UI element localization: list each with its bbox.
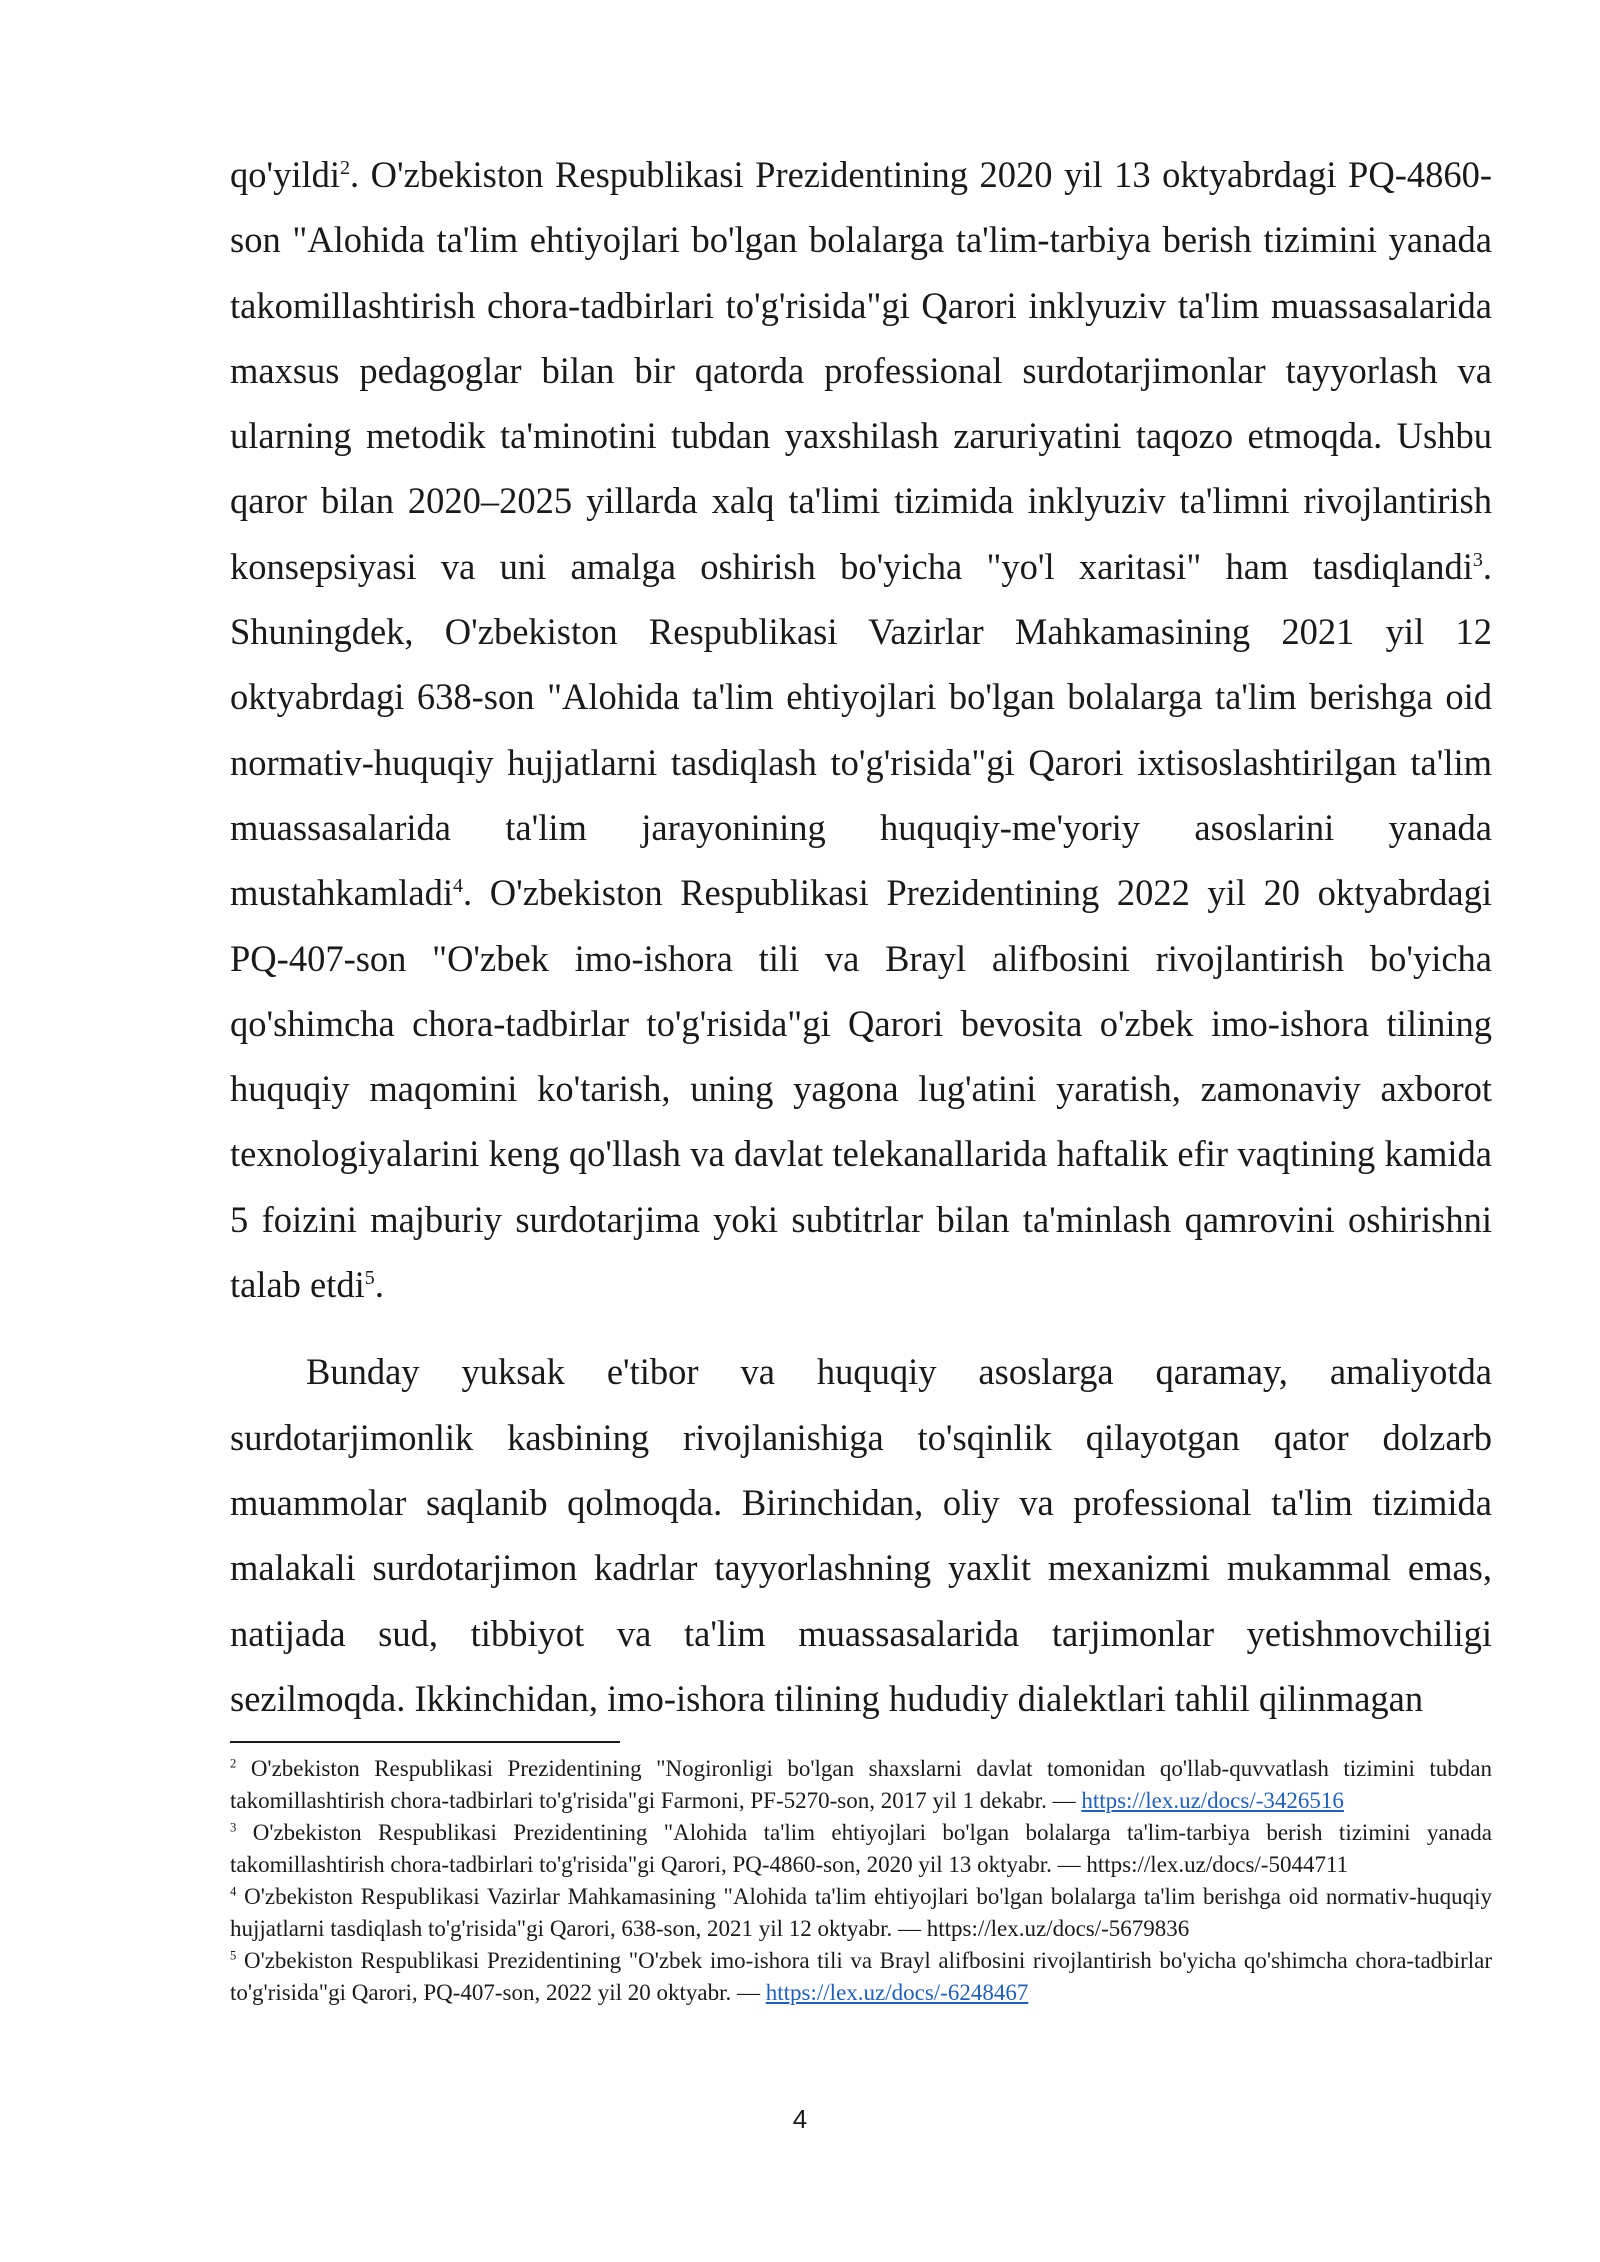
paragraph-2: Bunday yuksak e'tibor va huquqiy asoslarga qaramay, amaliyotda surdotarjimonlik kasbining rivojlanishiga to'sqinlik qilayotgan qator dolzarb muammolar saqlanib qolmoqda. Birinchidan, oliy va professional ta'lim tizimida malakali surdotarjimon kadrlar tayyorlashning yaxlit mexanizmi mukammal emas, natijada sud, tibbiyot va ta'lim muassasalarida tarjimonlar yetishmovchiligi sezilmoqda. Ikkinchidan, imo-ishora tilining hududiy dialektlari tahlil qilinmagan [230, 1351, 1492, 1719]
footnote-4 [230, 1881, 1492, 1945]
footnote-mark: 4 [230, 1884, 237, 1899]
paragraph-1 [230, 142, 1492, 1317]
footnote-text: O'zbekiston Respublikasi Vazirlar Mahkamasining "Alohida ta'lim ehtiyojlari bo'lgan bolalarga ta'lim berishga oid normativ-huquqiy hujjatlarni tasdiqlash to'g'risida"gi Qarori, 638-son, 2021 yil 12 oktyabr. — https://lex.uz/docs/-5679836 [230, 1884, 1492, 1941]
footnote-reference-3[interactable]: 3 [1472, 548, 1483, 571]
footnote-text: O'zbekiston Respublikasi Prezidentining "O'zbek imo-ishora tili va Brayl alifbosini rivojlantirish bo'yicha qo'shimcha chora-tadbirlar to'g'risida"gi Qarori, PQ-407-son, 2022 yil 20 oktyabr. — [230, 1948, 1492, 2005]
text-run: . [374, 1264, 384, 1306]
footnotes [230, 1753, 1492, 2009]
footnote-5 [230, 1945, 1492, 2009]
footnote-3 [230, 1817, 1492, 1881]
text-run: . Shuningdek, O'zbekiston Respublikasi Vazirlar Mahkamasining 2021 yil 12 oktyabrdagi 638-son "Alohida ta'lim ehtiyojlari bo'lgan bolalarga ta'lim berishga oid normativ-huquqiy hujjatlarni tasdiqlash to'g'risida"gi Qarori ixtisoslashtirilgan ta'lim muassasalarida ta'lim jarayonining huquqiy-me'yoriy asoslarini yanada mustahkamladi [230, 545, 1492, 914]
footnote-mark: 3 [230, 1820, 237, 1835]
main-text [230, 142, 1492, 1731]
footnote-mark: 5 [230, 1948, 237, 1963]
page-number: 4 [792, 2104, 808, 2134]
text-run: . O'zbekiston Respublikasi Prezidentining 2022 yil 20 oktyabrdagi PQ-407-son "O'zbek imo-ishora tili va Brayl alifbosini rivojlantirish bo'yicha qo'shimcha chora-tadbirlar to'g'risida"gi Qarori bevosita o'zbek imo-ishora tilining huquqiy maqomini ko'tarish, uning yagona lug'atini yaratish, zamonaviy axborot texnologiyalarini keng qo'llash va davlat telekanallarida haftalik efir vaqtining kamida 5 foizini majburiy surdotarjima yoki subtitrlar bilan ta'minlash qamrovini oshirishni talab etdi [230, 872, 1492, 1306]
footnote-reference-2[interactable]: 2 [340, 156, 351, 179]
footnote-reference-4[interactable]: 4 [453, 875, 464, 898]
footnote-text: O'zbekiston Respublikasi Prezidentining "Alohida ta'lim ehtiyojlari bo'lgan bolalarga ta'lim-tarbiya berish tizimini yanada takomillashtirish chora-tadbirlari to'g'risida"gi Qarori, PQ-4860-son, 2020 yil 13 oktyabr. — https://lex.uz/docs/-5044711 [230, 1820, 1492, 1877]
footnote-separator [230, 1741, 620, 1743]
footnote-text: O'zbekiston Respublikasi Prezidentining "Nogironligi bo'lgan shaxslarni davlat tomonidan qo'llab-quvvatlash tizimini tubdan takomillashtirish chora-tadbirlari to'g'risida"gi Farmoni, PF-5270-son, 2017 yil 1 dekabr. — [230, 1756, 1492, 1813]
footnote-mark: 2 [230, 1756, 237, 1771]
footnote-link[interactable]: https://lex.uz/docs/-6248467 [765, 1980, 1029, 2005]
text-run: qo'yildi [230, 154, 340, 195]
footnote-reference-5[interactable]: 5 [364, 1266, 375, 1289]
text-run: . O'zbekiston Respublikasi Prezidentining 2020 yil 13 oktyabrdagi PQ-4860-son "Alohida ta'lim ehtiyojlari bo'lgan bolalarga ta'lim-tarbiya berish tizimini yanada takomillashtirish chora-tadbirlari to'g'risida"gi Qarori inklyuziv ta'lim muassasalarida maxsus pedagoglar bilan bir qatorda professional surdotarjimonlar tayyorlash va ularning metodik ta'minotini tubdan yaxshilash zaruriyatini taqozo etmoqda. Ushbu qaror bilan 2020–2025 yillarda xalq ta'limi tizimida inklyuziv ta'limni rivojlantirish konsepsiyasi va uni amalga oshirish bo'yicha "yo'l xaritasi" ham tasdiqlandi [230, 154, 1492, 587]
footnote-2 [230, 1753, 1492, 1817]
footnote-link[interactable]: https://lex.uz/docs/-3426516 [1081, 1788, 1344, 1813]
